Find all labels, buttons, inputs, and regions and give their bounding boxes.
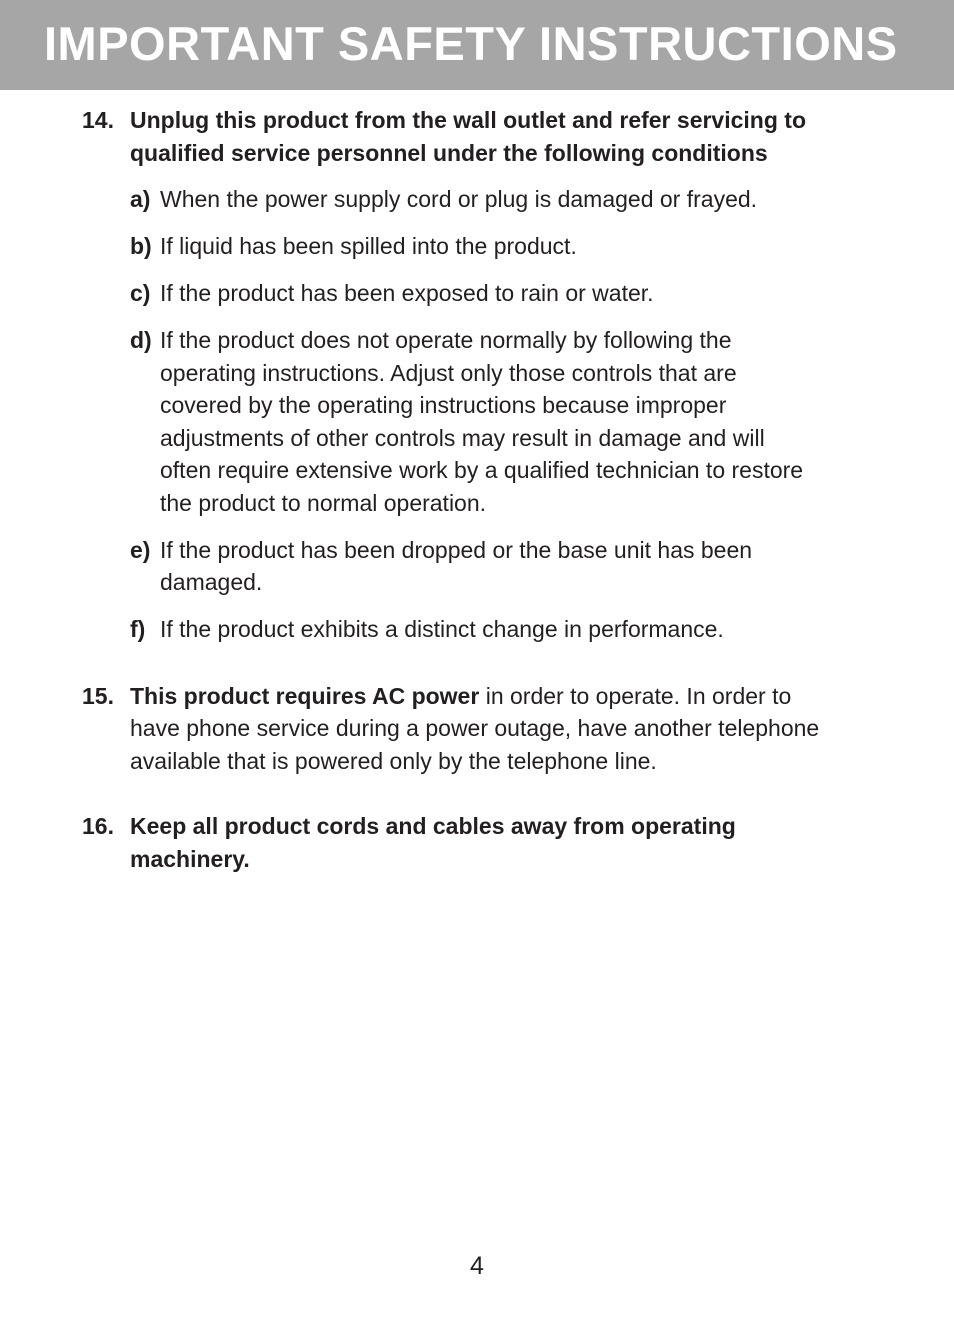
condition-letter: f) — [130, 616, 146, 642]
condition-text: If the product has been dropped or the base unit has been damaged. — [160, 536, 753, 595]
item-number: 15. — [82, 682, 114, 709]
condition-letter: a) — [130, 186, 151, 212]
condition-text: If the product does not operate normally by following the operating instructions. Adjust only those controls that are covered by the operating instructions because improper adjustments of other controls may result in damage and will often require extensive work by a qualified technician to restore the product to normal operation. — [160, 327, 804, 516]
condition-item-e — [130, 534, 822, 599]
item-heading: Keep all product cords and cables away from operating machinery. — [130, 813, 736, 872]
instruction-item-16 — [82, 810, 822, 875]
condition-letter: c) — [130, 280, 151, 306]
condition-text: If the product has been exposed to rain or water. — [160, 280, 654, 306]
condition-letter: d) — [130, 327, 152, 353]
instruction-item-15 — [82, 680, 822, 778]
condition-item-c — [130, 277, 822, 310]
condition-text: When the power supply cord or plug is damaged or frayed. — [160, 186, 758, 212]
condition-item-d — [130, 324, 822, 519]
condition-item-f — [130, 613, 822, 646]
condition-item-a — [130, 183, 822, 216]
page-title: IMPORTANT SAFETY INSTRUCTIONS — [44, 17, 898, 70]
item-number: 14. — [82, 107, 114, 133]
conditions-list — [82, 183, 822, 646]
page-number: 4 — [470, 1252, 484, 1280]
item-body: in order to operate. In order to have phone service during a power outage, have another telephone available that is powered only by the telephone line. — [130, 682, 820, 774]
header-bar — [0, 0, 954, 90]
condition-letter: e) — [130, 536, 151, 563]
condition-text: If the product exhibits a distinct change in performance. — [160, 616, 724, 642]
item-heading: Unplug this product from the wall outlet and refer servicing to qualified service personnel under the following conditions — [130, 107, 806, 166]
item-heading: This product requires AC power — [130, 682, 480, 709]
instruction-item-14 — [82, 104, 822, 646]
instructions-content — [82, 104, 822, 875]
condition-text: If liquid has been spilled into the product. — [160, 233, 577, 259]
condition-item-b — [130, 230, 822, 263]
item-number: 16. — [82, 813, 114, 839]
condition-letter: b) — [130, 233, 152, 259]
